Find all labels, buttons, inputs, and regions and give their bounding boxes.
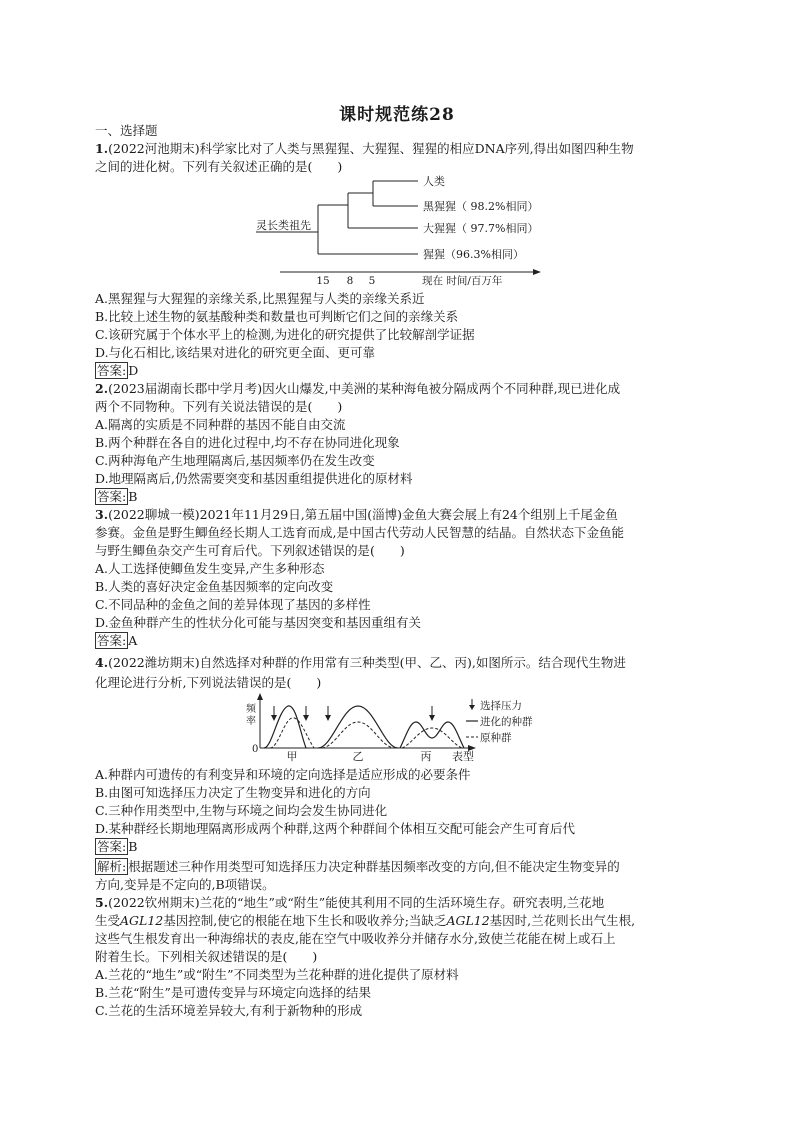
question-number: 1. (95, 141, 109, 156)
q3-option-a: A.人工选择使鲫鱼发生变异,产生多种形态 (95, 561, 325, 576)
q5-option-c: C.兰花的生活环境差异较大,有利于新物种的形成 (95, 1003, 363, 1018)
legend-original-population: 原种群 (480, 732, 512, 744)
question-5-line-1 (95, 894, 604, 912)
question-1-line-2: 之间的进化树。下列有关叙述正确的是( ) (95, 159, 343, 174)
q3-option-c: C.不同品种的金鱼之间的差异体现了基因的多样性 (95, 597, 371, 612)
question-5-line-4: 附着生长。下列相关叙述错误的是( ) (95, 949, 318, 964)
question-text: (2022聊城一模)2021年11月29日,第五届中国(淄博)金鱼大赛会展上有24个组别上千尾金鱼 (108, 507, 618, 522)
answer-value: B (128, 489, 138, 504)
q4-answer (95, 838, 137, 856)
selection-arrow-icon (429, 715, 435, 721)
leaf-gorilla: 大猩猩（ 97.7%相同） (423, 222, 539, 235)
leaf-chimpanzee: 黑猩猩（ 98.2%相同） (423, 200, 539, 213)
leaf-human: 人类 (423, 175, 445, 188)
question-4-line-1 (95, 654, 626, 672)
question-text: (2023届湖南长郡中学月考)因火山爆发,中美洲的某种海龟被分隔成两个不同种群,现已进化成 (108, 381, 621, 396)
q1-option-b: B.比较上述生物的氨基酸种类和数量也可判断它们之间的亲缘关系 (95, 309, 459, 324)
q3-option-d: D.金鱼种群产生的性状分化可能与基因突变和基因重组有关 (95, 615, 422, 630)
question-3-line-1 (95, 506, 618, 524)
question-number: 4. (95, 655, 109, 670)
tick-8: 8 (346, 275, 354, 287)
question-text: (2022潍坊期末)自然选择对种群的作用常有三种类型(甲、乙、丙),如图所示。结合现代生物进 (108, 655, 626, 670)
q1-option-d: D.与化石相比,该结果对进化的研究更全面、更可靠 (95, 345, 376, 360)
question-text: 生受 (95, 913, 121, 928)
analysis-label: 解析: (97, 859, 127, 874)
selection-arrow-icon (303, 715, 309, 721)
q4-option-a: A.种群内可遗传的有利变异和环境的定向选择是适应形成的必要条件 (95, 767, 471, 782)
question-text: 基因时,兰花则长出气生根, (489, 913, 636, 928)
q5-option-b: B.兰花“附生”是可遗传变异与环境定向选择的结果 (95, 985, 371, 1000)
answer-label: 答案: (97, 489, 127, 504)
q2-option-a: A.隔离的实质是不同种群的基因不能自由交流 (95, 417, 346, 432)
y-axis-label-char-1: 频 (246, 704, 256, 715)
legend-evolved-population: 进化的种群 (480, 716, 533, 728)
q3-answer (95, 632, 137, 650)
y-axis-label-char-2: 率 (246, 716, 256, 727)
evolution-tree-figure (250, 170, 550, 290)
question-text: 基因控制,使它的根能在地下生长和吸收养分;当缺乏 (163, 913, 447, 928)
question-text: (2022河池期末)科学家比对了人类与黑猩猩、大猩猩、猩猩的相应DNA序列,得出如图四种生物 (108, 141, 634, 156)
q4-analysis-line-2: 方向,变异是不定向的,B项错误。 (95, 877, 275, 892)
q4-analysis-line-1 (95, 858, 620, 876)
question-2-line-2: 两个不同物种。下列有关说法错误的是( ) (95, 399, 343, 414)
question-2-line-1 (95, 380, 620, 398)
selection-arrow-icon (274, 706, 306, 718)
tick-15: 15 (316, 275, 330, 287)
question-text: (2022钦州期末)兰花的“地生”或“附生”能使其利用不同的生活环境生存。研究表明,兰花地 (108, 895, 605, 910)
q5-option-a: A.兰花的“地生”或“附生”不同类型为兰花种群的进化提供了原材料 (95, 967, 459, 982)
answer-label: 答案: (97, 363, 127, 378)
leaf-orangutan: 猩猩（96.3%相同） (423, 248, 524, 261)
answer-label: 答案: (97, 839, 127, 854)
question-4-line-2: 化理论进行分析,下列说法错误的是( ) (95, 675, 322, 690)
time-axis-label: 现在 时间/百万年 (422, 275, 503, 287)
gene-name: AGL12 (120, 913, 164, 928)
curve-jia-original (270, 718, 314, 748)
axis-arrow-icon (533, 269, 541, 275)
q2-option-c: C.两种海龟产生地理隔离后,基因频率仍在发生改变 (95, 453, 375, 468)
q1-option-c: C.该研究属于个体水平上的检测,为进化的研究提供了比较解剖学证据 (95, 327, 475, 342)
selection-arrow-icon (325, 715, 331, 721)
tick-5: 5 (368, 275, 376, 287)
x-group-jia: 甲 (286, 750, 298, 763)
answer-value: A (128, 633, 138, 648)
q1-answer (95, 362, 138, 380)
question-3-line-2: 参赛。金鱼是野生鲫鱼经长期人工选育而成,是中国古代劳动人民智慧的结晶。自然状态下金鱼能 (95, 525, 624, 540)
selection-arrow-icon (271, 715, 277, 721)
x-group-yi: 乙 (352, 750, 364, 763)
q2-option-d: D.地理隔离后,仍然需要突变和基因重组提供进化的原材料 (95, 471, 413, 486)
curve-yi-evolved (318, 706, 398, 748)
selection-types-figure (240, 692, 570, 764)
figure-axes (260, 696, 470, 748)
q3-option-b: B.人类的喜好决定金鱼基因频率的定向改变 (95, 579, 334, 594)
root-label: 灵长类祖先 (256, 219, 311, 232)
q4-option-b: B.由图可知选择压力决定了生物变异和进化的方向 (95, 785, 371, 800)
q4-option-c: C.三种作用类型中,生物与环境之间均会发生协同进化 (95, 803, 388, 818)
page-title: 课时规范练28 (339, 105, 455, 125)
figure-legend (466, 699, 533, 744)
x-axis-label: 表型 (452, 750, 474, 763)
answer-value: D (128, 363, 139, 378)
question-number: 2. (95, 381, 109, 396)
x-group-bing: 丙 (420, 750, 432, 763)
q4-option-d: D.某种群经长期地理隔离形成两个种群,这两个种群间个体相互交配可能会产生可育后代 (95, 821, 576, 836)
legend-arrow-icon (469, 705, 475, 710)
question-3-line-3: 与野生鲫鱼杂交产生可育后代。下列叙述错误的是( ) (95, 543, 405, 558)
q1-option-a: A.黑猩猩与大猩猩的亲缘关系,比黑猩猩与人类的亲缘关系近 (95, 291, 425, 306)
question-5-line-2 (95, 912, 635, 930)
curve-bing-evolved (400, 722, 464, 748)
curve-jia-evolved (264, 706, 306, 748)
q2-answer (95, 488, 137, 506)
answer-value: B (128, 839, 138, 854)
q2-option-b: B.两个种群在各自的进化过程中,均不存在协同进化现象 (95, 435, 400, 450)
y-axis-arrow-icon (257, 693, 263, 700)
section-heading: 一、选择题 (95, 123, 158, 138)
question-number: 3. (95, 507, 109, 522)
gene-name: AGL12 (446, 913, 490, 928)
question-5-line-3: 这些气生根发育出一种海绵状的表皮,能在空气中吸收养分并储存水分,致使兰花能在树上或石上 (95, 931, 616, 946)
legend-selection-pressure: 选择压力 (480, 700, 522, 712)
answer-label: 答案: (97, 633, 127, 648)
question-number: 5. (95, 895, 109, 910)
analysis-text: 根据题述三种作用类型可知选择压力决定种群基因频率改变的方向,但不能决定生物变异的 (128, 859, 620, 874)
question-1-line-1 (95, 140, 634, 158)
origin-label: 0 (252, 744, 259, 755)
